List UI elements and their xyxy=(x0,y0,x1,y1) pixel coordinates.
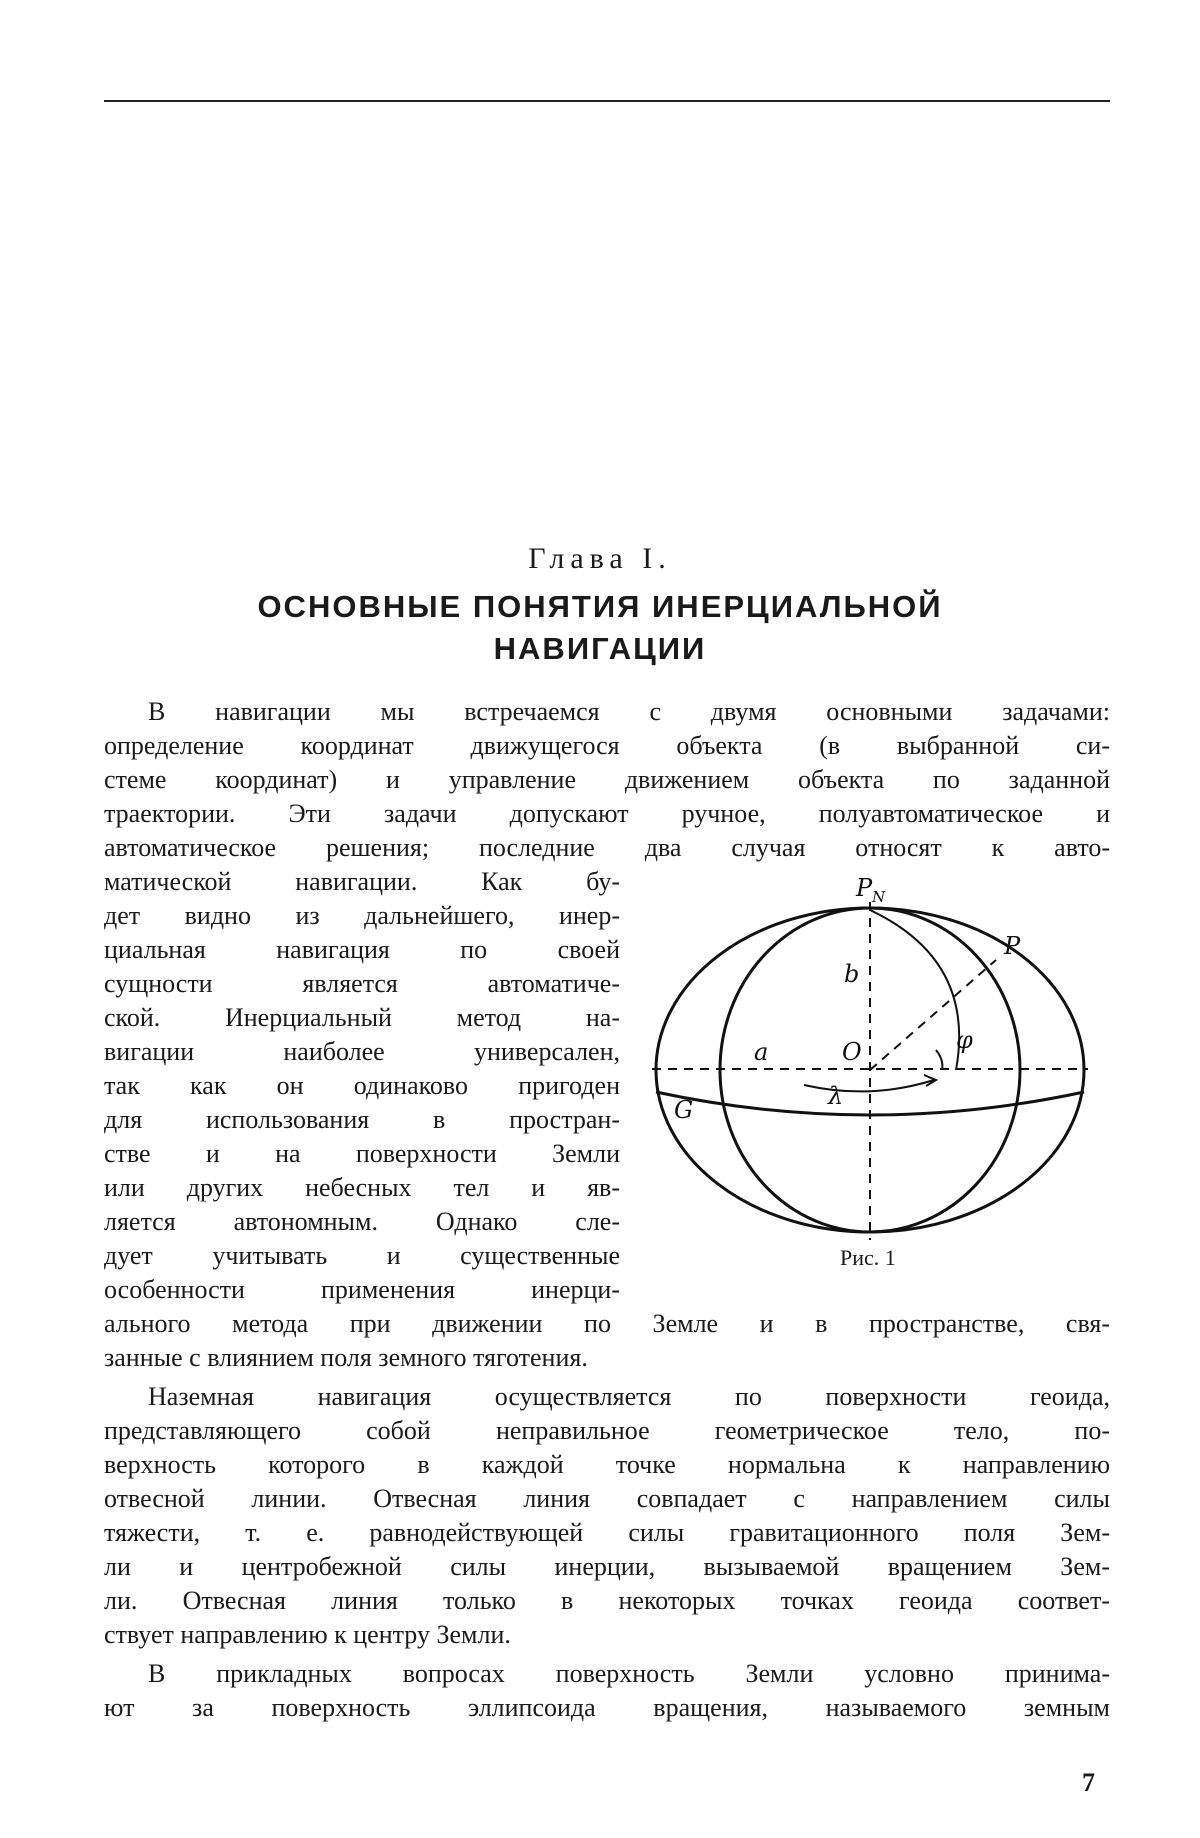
text-line: для использования в простран- xyxy=(104,1105,620,1134)
header-rule xyxy=(104,100,1110,102)
text-line: В навигации мы встречаемся с двумя основными задачами: xyxy=(148,697,1110,726)
chapter-title xyxy=(0,586,1200,670)
text-line: автоматическое решения; последние два случая относят к авто- xyxy=(104,833,1110,862)
label-center: O xyxy=(842,1038,862,1066)
page-number: 7 xyxy=(1082,1768,1095,1797)
label-latitude: φ xyxy=(956,1026,973,1054)
text-line: траектории. Эти задачи допускают ручное, полуавтоматическое и xyxy=(104,799,1110,828)
text-line: стеме координат) и управление движением объекта по заданной xyxy=(104,765,1110,794)
text-line: вигации наиболее универсален, xyxy=(104,1037,620,1066)
text-line: ют за поверхность эллипсоида вращения, называемого земным xyxy=(104,1693,1110,1722)
chapter-label: Глава I. xyxy=(528,542,672,575)
text-line: тяжести, т. е. равнодействующей силы гравитационного поля Зем- xyxy=(104,1518,1110,1547)
chapter-title-line: НАВИГАЦИИ xyxy=(493,631,707,666)
text-line: верхность которого в каждой точке нормальна к направлению xyxy=(104,1450,1110,1479)
radius-line xyxy=(870,960,996,1070)
text-line: представляющего собой неправильное геометрическое тело, по- xyxy=(104,1416,1110,1445)
text-line: стве и на поверхности Земли xyxy=(104,1139,620,1168)
label-longitude: λ xyxy=(828,1082,844,1110)
text-line: ляется автономным. Однако сле- xyxy=(104,1207,620,1236)
text-line: ального метода при движении по Земле и в пространстве, свя- xyxy=(104,1309,1110,1338)
text-line: ли и центробежной силы инерции, вызываемой вращением Зем- xyxy=(104,1552,1110,1581)
label-pole: P xyxy=(856,874,873,902)
latitude-arc xyxy=(936,1050,942,1070)
text-line: В прикладных вопросах поверхность Земли условно принима- xyxy=(148,1659,1110,1688)
text-line: так как он одинаково пригоден xyxy=(104,1071,620,1100)
text-line: Наземная навигация осуществляется по поверхности геоида, xyxy=(148,1382,1110,1411)
text-line: особенности применения инерци- xyxy=(104,1275,620,1304)
chapter-title-line: ОСНОВНЫЕ ПОНЯТИЯ ИНЕРЦИАЛЬНОЙ xyxy=(257,589,943,624)
text-line: ской. Инерциальный метод на- xyxy=(104,1003,620,1032)
label-point: P xyxy=(1004,932,1021,960)
text-line: определение координат движущегося объекта (в выбранной си- xyxy=(104,731,1110,760)
text-line: ли. Отвесная линия только в некоторых точках геоида соответ- xyxy=(104,1586,1110,1615)
label-pole-sub: N xyxy=(872,888,886,906)
text-line: сущности является автоматиче- xyxy=(104,969,620,998)
text-line: отвесной линии. Отвесная линия совпадает с направлением силы xyxy=(104,1484,1110,1513)
text-line: матической навигации. Как бу- xyxy=(104,867,620,896)
text-line: занные с влиянием поля земного тяготения. xyxy=(104,1343,588,1372)
figure-earth-ellipsoid xyxy=(644,870,1104,1250)
figure-caption: Рис. 1 xyxy=(840,1245,896,1270)
text-line: или других небесных тел и яв- xyxy=(104,1173,620,1202)
meridian-arc xyxy=(870,910,959,1070)
label-semi-minor: b xyxy=(844,960,860,988)
text-line: циальная навигация по своей xyxy=(104,935,620,964)
label-meridian: G xyxy=(674,1096,694,1124)
label-semi-major: a xyxy=(754,1038,769,1066)
ellipsoid-diagram xyxy=(644,870,1104,1250)
text-line: ствует направлению к центру Земли. xyxy=(104,1620,511,1649)
text-line: дет видно из дальнейшего, инер- xyxy=(104,901,620,930)
text-line: дует учитывать и существенные xyxy=(104,1241,620,1270)
